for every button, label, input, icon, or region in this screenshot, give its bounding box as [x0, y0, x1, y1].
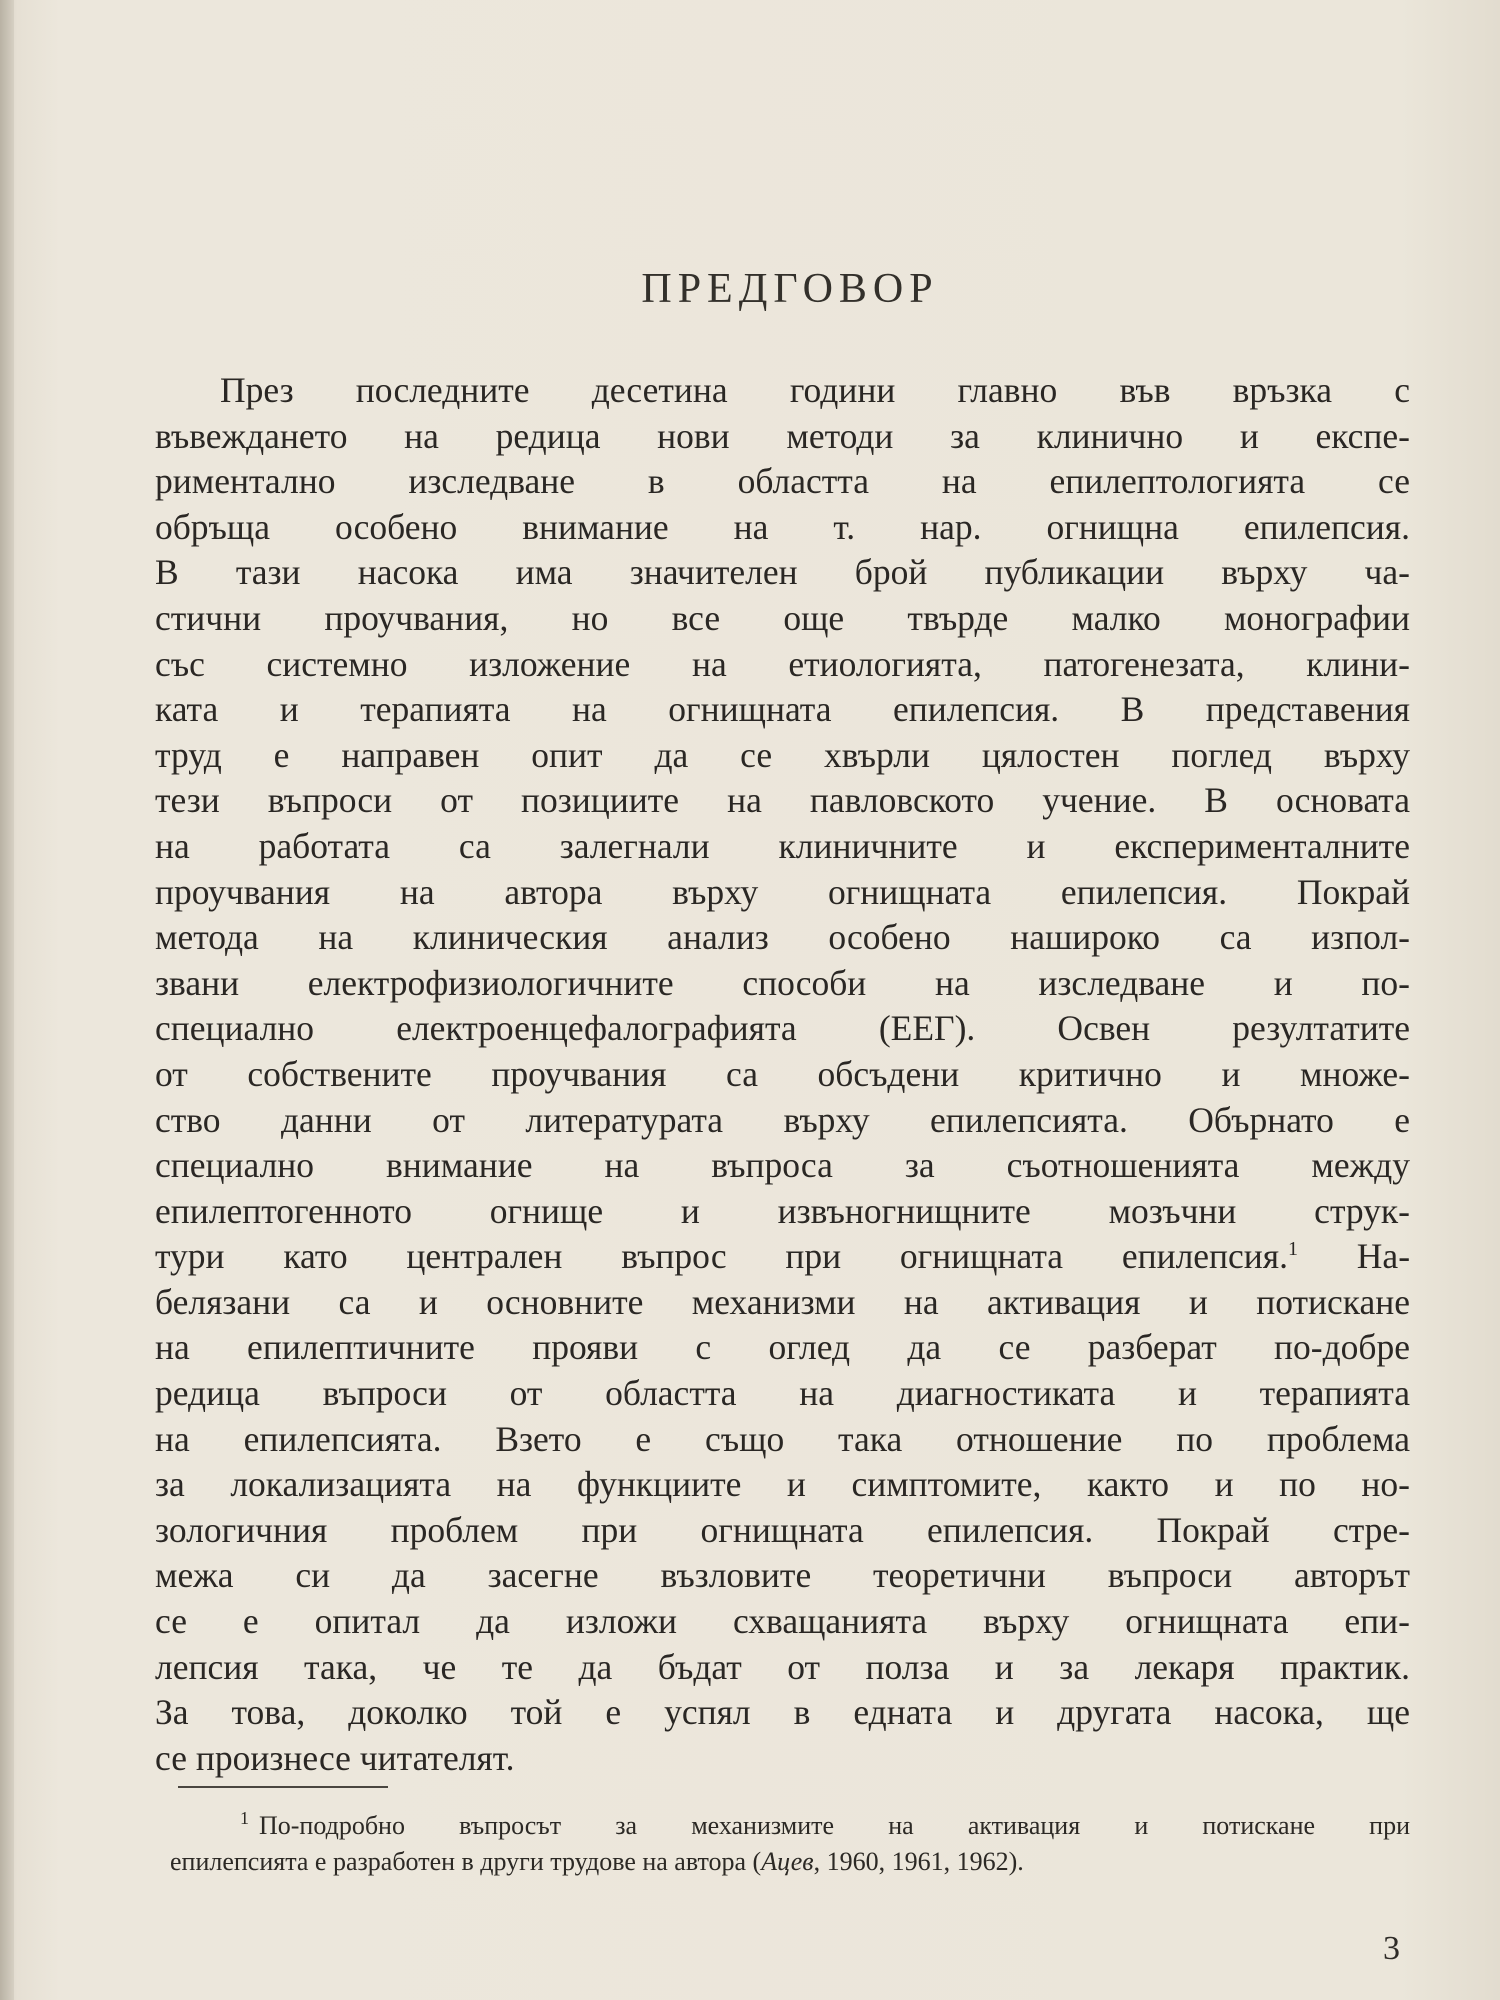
- text-line: метода на клиническия анализ особено нашироко са изпол-: [155, 917, 1410, 958]
- footnote-mark: 1: [240, 1808, 249, 1829]
- text-line: белязани са и основните механизми на активация и потискане: [155, 1281, 1410, 1322]
- text-line: епилептогенното огнище и извъногнищните мозъчни струк-: [155, 1190, 1410, 1231]
- text-line: на епилептичните прояви с оглед да се разберат по-добре: [155, 1327, 1410, 1368]
- footnote-reference: 1: [1288, 1238, 1299, 1261]
- text-line: ство данни от литературата върху епилепсията. Обърнато е: [155, 1099, 1410, 1140]
- text-line: звани електрофизиологичните способи на изследване и по-: [155, 962, 1410, 1003]
- text-line: межа си да засегне възловите теоретични въпроси авторът: [155, 1555, 1410, 1596]
- text-line: риментално изследване в областта на епилептологията се: [155, 461, 1410, 502]
- text-line: на епилепсията. Взето е също така отношение по проблема: [155, 1418, 1410, 1459]
- footnote-divider: [178, 1786, 388, 1788]
- text-line: за локализацията на функциите и симптомите, както и по но-: [155, 1464, 1410, 1505]
- text-line: тези въпроси от позициите на павловското учение. В основата: [155, 780, 1410, 821]
- text-line-with-footnote: [155, 1234, 1410, 1280]
- text-line: стични проучвания, но все още твърде малко монографии: [155, 597, 1410, 638]
- text-line: проучвания на автора върху огнищната епилепсия. Покрай: [155, 871, 1410, 912]
- footnote: [170, 1808, 1410, 1880]
- text-line: ката и терапията на огнищната епилепсия. В представения: [155, 689, 1410, 730]
- text-line: от собствените проучвания са обсъдени критично и множе-: [155, 1053, 1410, 1094]
- footnote-text: епилепсията е разработен в други трудове на автора (: [170, 1847, 762, 1876]
- text-line: За това, доколко той е успял в едната и другата насока, ще: [155, 1692, 1410, 1733]
- text-line: специално електроенцефалографията (ЕЕГ). Освен резултатите: [155, 1008, 1410, 1049]
- text-line: се произнесе читателят.: [155, 1737, 515, 1778]
- footnote-text: По-подробно въпросът за механизмите на активация и потискане при: [259, 1811, 1410, 1840]
- footnote-line: [170, 1808, 1410, 1844]
- text-line: със системно изложение на етиологията, патогенезата, клини-: [155, 643, 1410, 684]
- footnote-line: [170, 1844, 1410, 1880]
- footnote-text: , 1960, 1961, 1962).: [813, 1847, 1024, 1876]
- text-line-start: тури като централен въпрос при огнищната епилепсия.: [155, 1236, 1289, 1277]
- text-line: зологичния проблем при огнищната епилепсия. Покрай стре-: [155, 1509, 1410, 1550]
- text-line: обръща особено внимание на т. нар. огнищна епилепсия.: [155, 506, 1410, 547]
- page-number: 3: [1383, 1930, 1400, 1967]
- text-line: През последните десетина години главно във връзка с: [220, 370, 1410, 410]
- text-line: труд е направен опит да се хвърли цялостен поглед върху: [155, 734, 1410, 775]
- page-heading: ПРЕДГОВОР: [641, 266, 939, 312]
- text-line: В тази насока има значителен брой публикации върху ча-: [155, 552, 1410, 593]
- text-line: на работата са залегнали клиничните и експерименталните: [155, 825, 1410, 866]
- footnote-author: Ацев: [761, 1847, 814, 1876]
- text-line: се е опитал да изложи схващанията върху огнищната епи-: [155, 1601, 1410, 1642]
- text-line: специално внимание на въпроса за съотношенията между: [155, 1145, 1410, 1186]
- text-line: редица въпроси от областта на диагностиката и терапията: [155, 1373, 1410, 1414]
- text-line-tail: На-: [1356, 1236, 1410, 1277]
- text-line: въвеждането на редица нови методи за клинично и експе-: [155, 415, 1410, 456]
- preface-paragraph: [155, 368, 1410, 1781]
- text-line: лепсия така, че те да бъдат от полза и за лекаря практик.: [155, 1646, 1410, 1687]
